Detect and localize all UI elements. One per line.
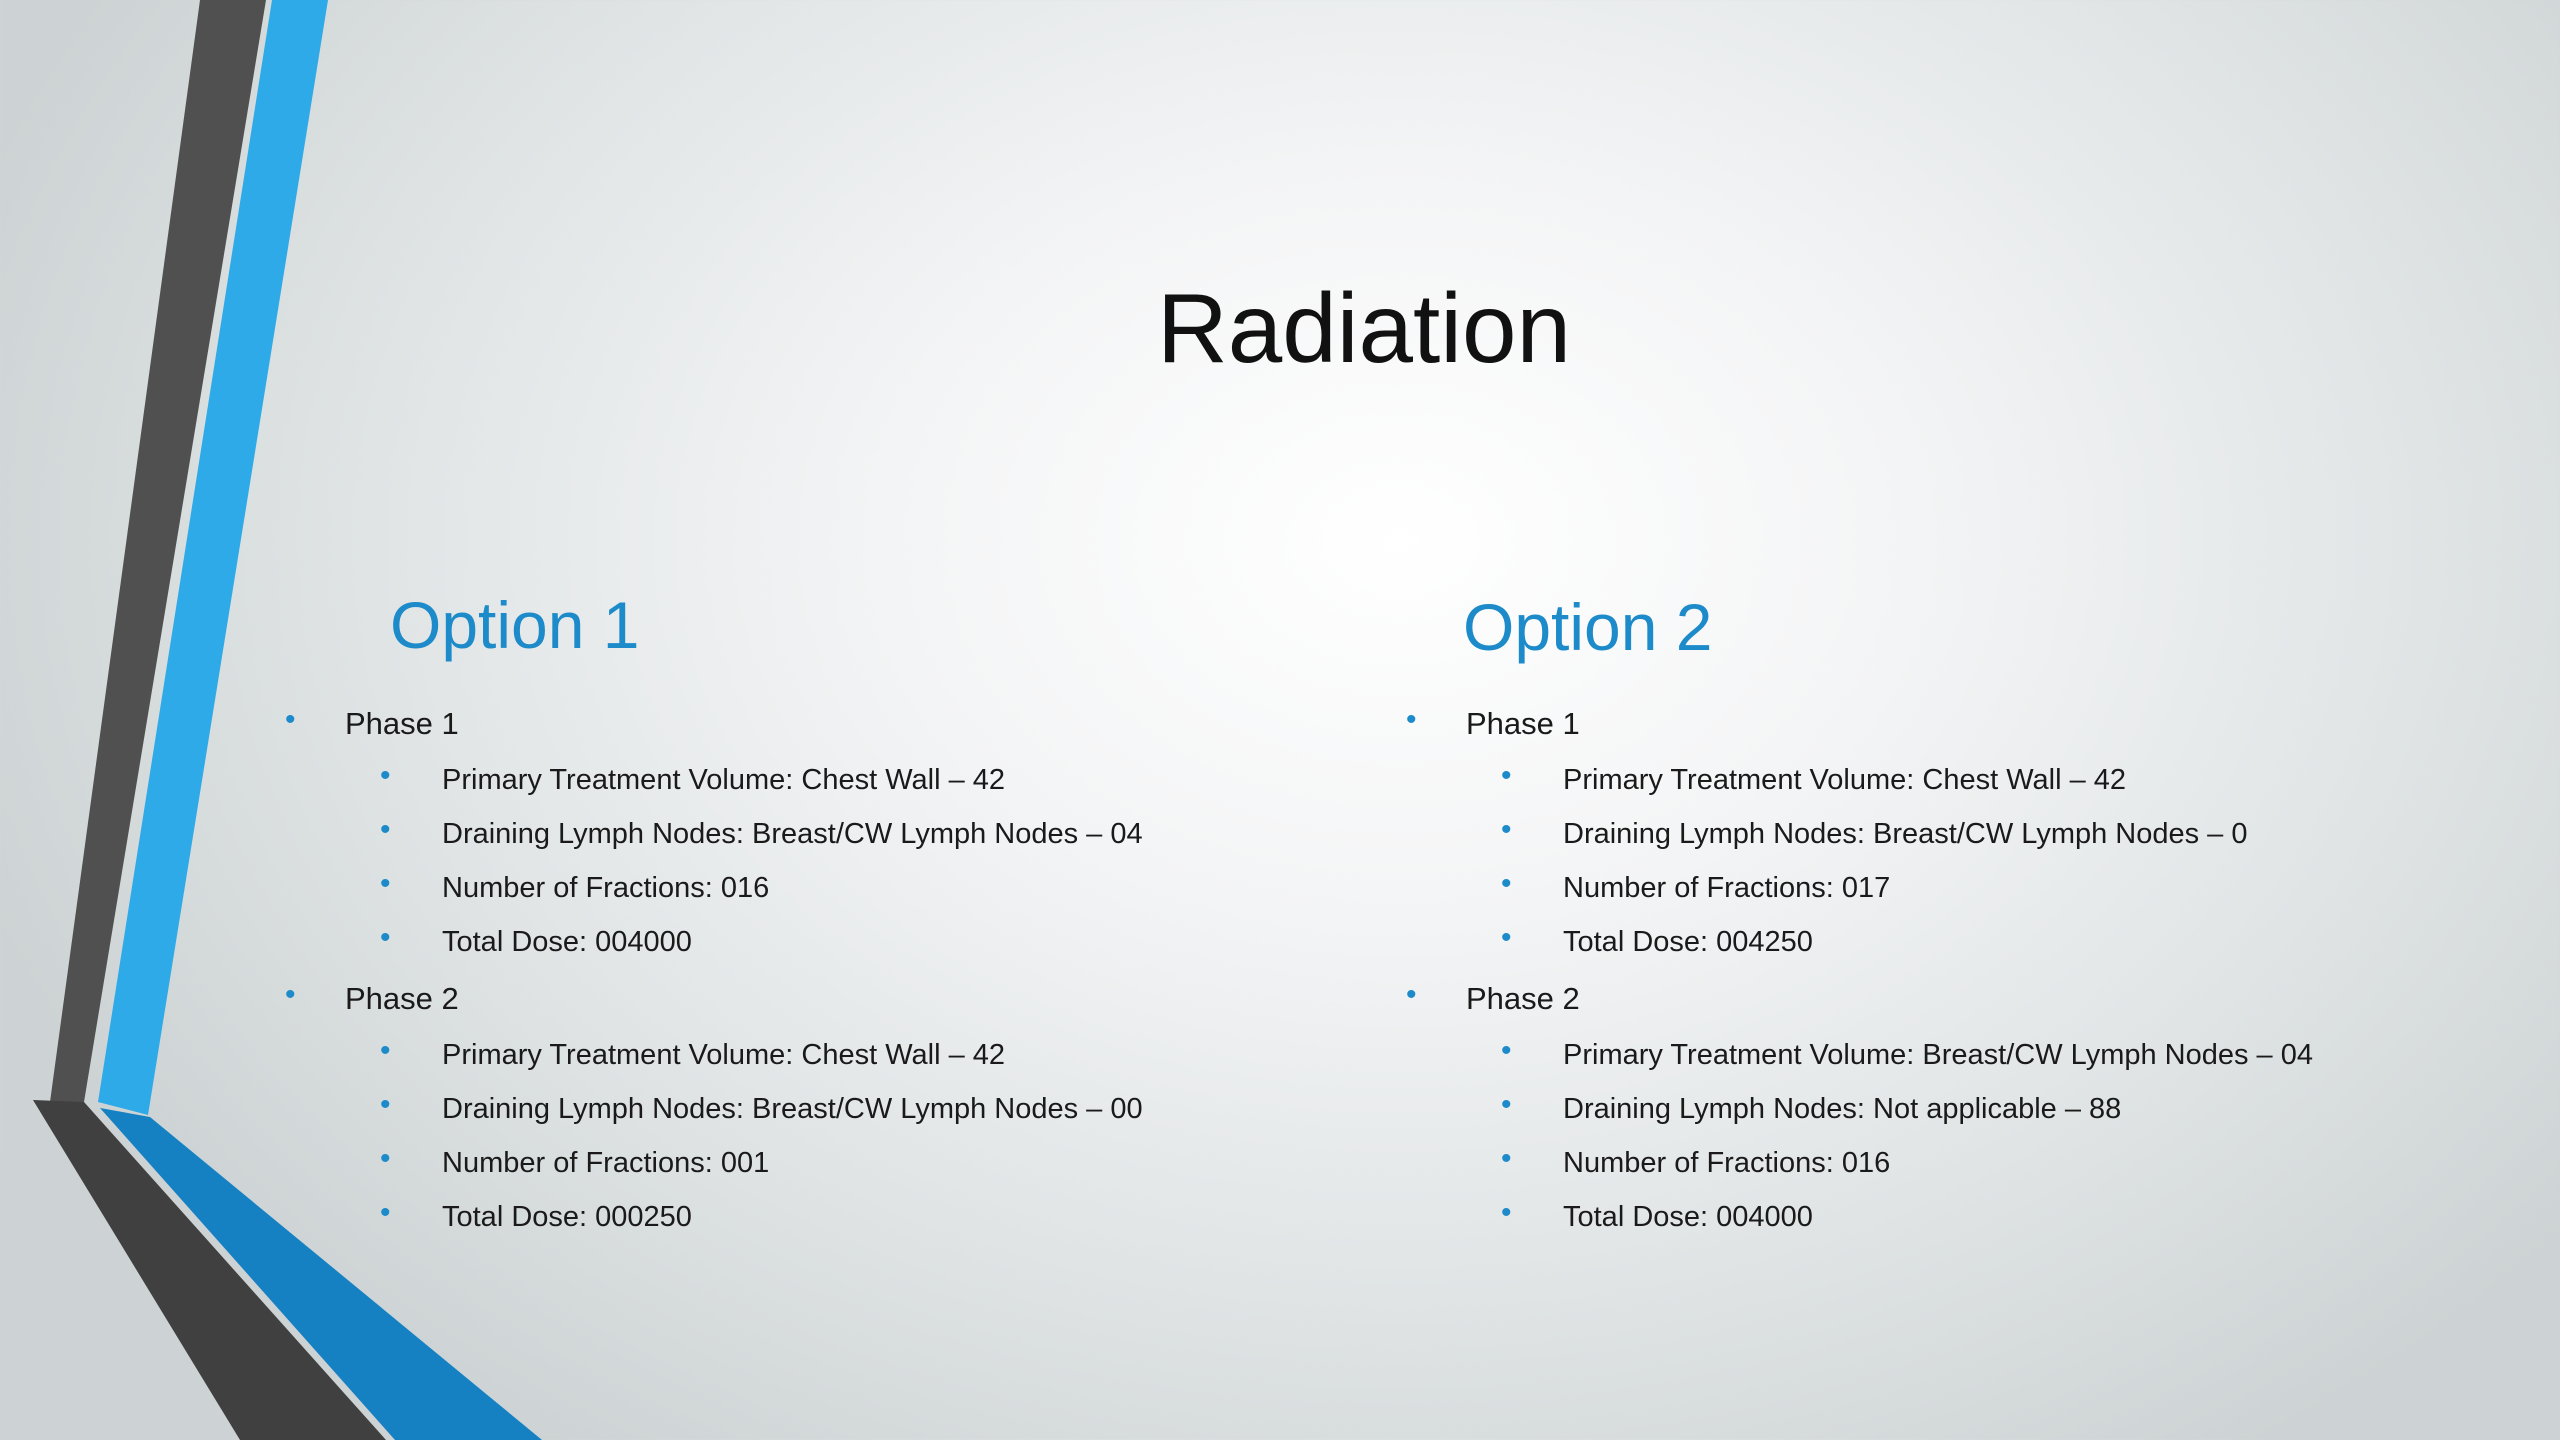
bullet-icon: • <box>1501 1034 1512 1067</box>
bullet-icon: • <box>285 703 296 736</box>
bullet-icon: • <box>1501 813 1512 846</box>
bullet-icon: • <box>1501 1142 1512 1175</box>
bullet-icon: • <box>1501 759 1512 792</box>
slide-title: Radiation <box>1156 273 1572 383</box>
bullet-icon: • <box>380 813 391 846</box>
bullet-icon: • <box>380 1088 391 1121</box>
bullet-icon: • <box>1406 703 1417 736</box>
option-1-heading: Option 1 <box>390 588 640 662</box>
bullet-icon: • <box>1501 1196 1512 1229</box>
bullet-icon: • <box>1501 867 1512 900</box>
bullet-icon: • <box>380 867 391 900</box>
bullet-icon: • <box>1501 921 1512 954</box>
option-2-heading: Option 2 <box>1463 590 1713 664</box>
bullet-icon: • <box>1501 1088 1512 1121</box>
bullet-icon: • <box>380 1196 391 1229</box>
bullet-icon: • <box>380 1142 391 1175</box>
bullet-icon: • <box>285 978 296 1011</box>
bullet-icon: • <box>380 759 391 792</box>
bullet-icon: • <box>380 1034 391 1067</box>
bullet-icon: • <box>1406 978 1417 1011</box>
bullet-icon: • <box>380 921 391 954</box>
